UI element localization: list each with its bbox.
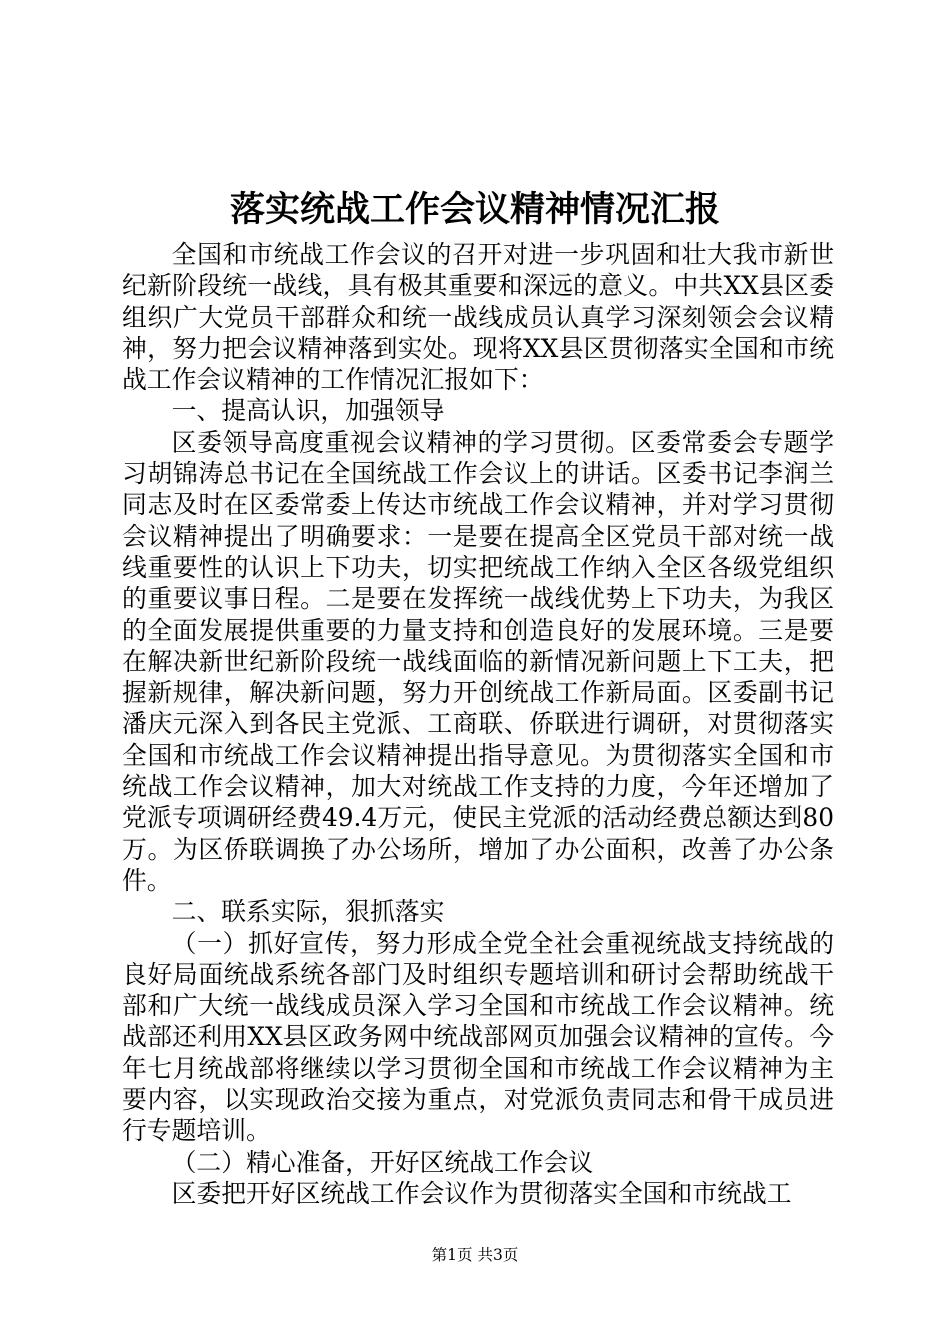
section-heading-2: 二、联系实际，狠抓落实 bbox=[171, 897, 445, 927]
subsection-heading-2: （二）精心准备，开好区统战工作会议 bbox=[171, 1147, 594, 1177]
document-body bbox=[122, 239, 834, 1209]
page-number-footer: 第1页 共3页 bbox=[431, 1246, 519, 1264]
section-heading-1: 一、提高认识，加强领导 bbox=[171, 396, 445, 426]
paragraph-leadership: 区委领导高度重视会议精神的学习贯彻。区委常委会专题学习胡锦涛总书记在全国统战工作会议上的讲话。区委书记李润兰同志及时在区委常委上传达市统战工作会议精神，并对学习贯彻会议精神提出了明确要求：一是要在提高全区党员干部对统一战线重要性的认识上下功夫，切实把统战工作纳入全区各级党组织的重要议事日程。二是要在发挥统一战线优势上下功夫，为我区的全面发展提供重要的力量支持和创造良好的发展环境。三是要在解决新世纪新阶段统一战线面临的新情况新问题上下工夫，把握新规律，解决新问题，努力开创统战工作新局面。区委副书记潘庆元深入到各民主党派、工商联、侨联进行调研，对贯彻落实全国和市统战工作会议精神提出指导意见。为贯彻落实全国和市统战工作会议精神，加大对统战工作支持的力度，今年还增加了党派专项调研经费49.4万元，使民主党派的活动经费总额达到80万。为区侨联调换了办公场所，增加了办公面积，改善了办公条件。 bbox=[122, 427, 834, 895]
paragraph-intro: 全国和市统战工作会议的召开对进一步巩固和壮大我市新世纪新阶段统一战线，具有极其重要和深远的意义。中共XX县区委组织广大党员干部群众和统一战线成员认真学习深刻领会会议精神，努力把会议精神落到实处。现将XX县区贯彻落实全国和市统战工作会议精神的工作情况汇报如下： bbox=[122, 240, 834, 395]
paragraph-meeting: 区委把开好区统战工作会议作为贯彻落实全国和市统战工 bbox=[171, 1178, 792, 1208]
document-title: 落实统战工作会议精神情况汇报 bbox=[229, 189, 720, 230]
paragraph-publicity: （一）抓好宣传，努力形成全党全社会重视统战支持统战的良好局面统战系统各部门及时组织专题培训和研讨会帮助统战干部和广大统一战线成员深入学习全国和市统战工作会议精神。统战部还利用XX县区政务网中统战部网页加强会议精神的宣传。今年七月统战部将继续以学习贯彻全国和市统战工作会议精神为主要内容，以实现政治交接为重点，对党派负责同志和骨干成员进行专题培训。 bbox=[122, 928, 834, 1146]
